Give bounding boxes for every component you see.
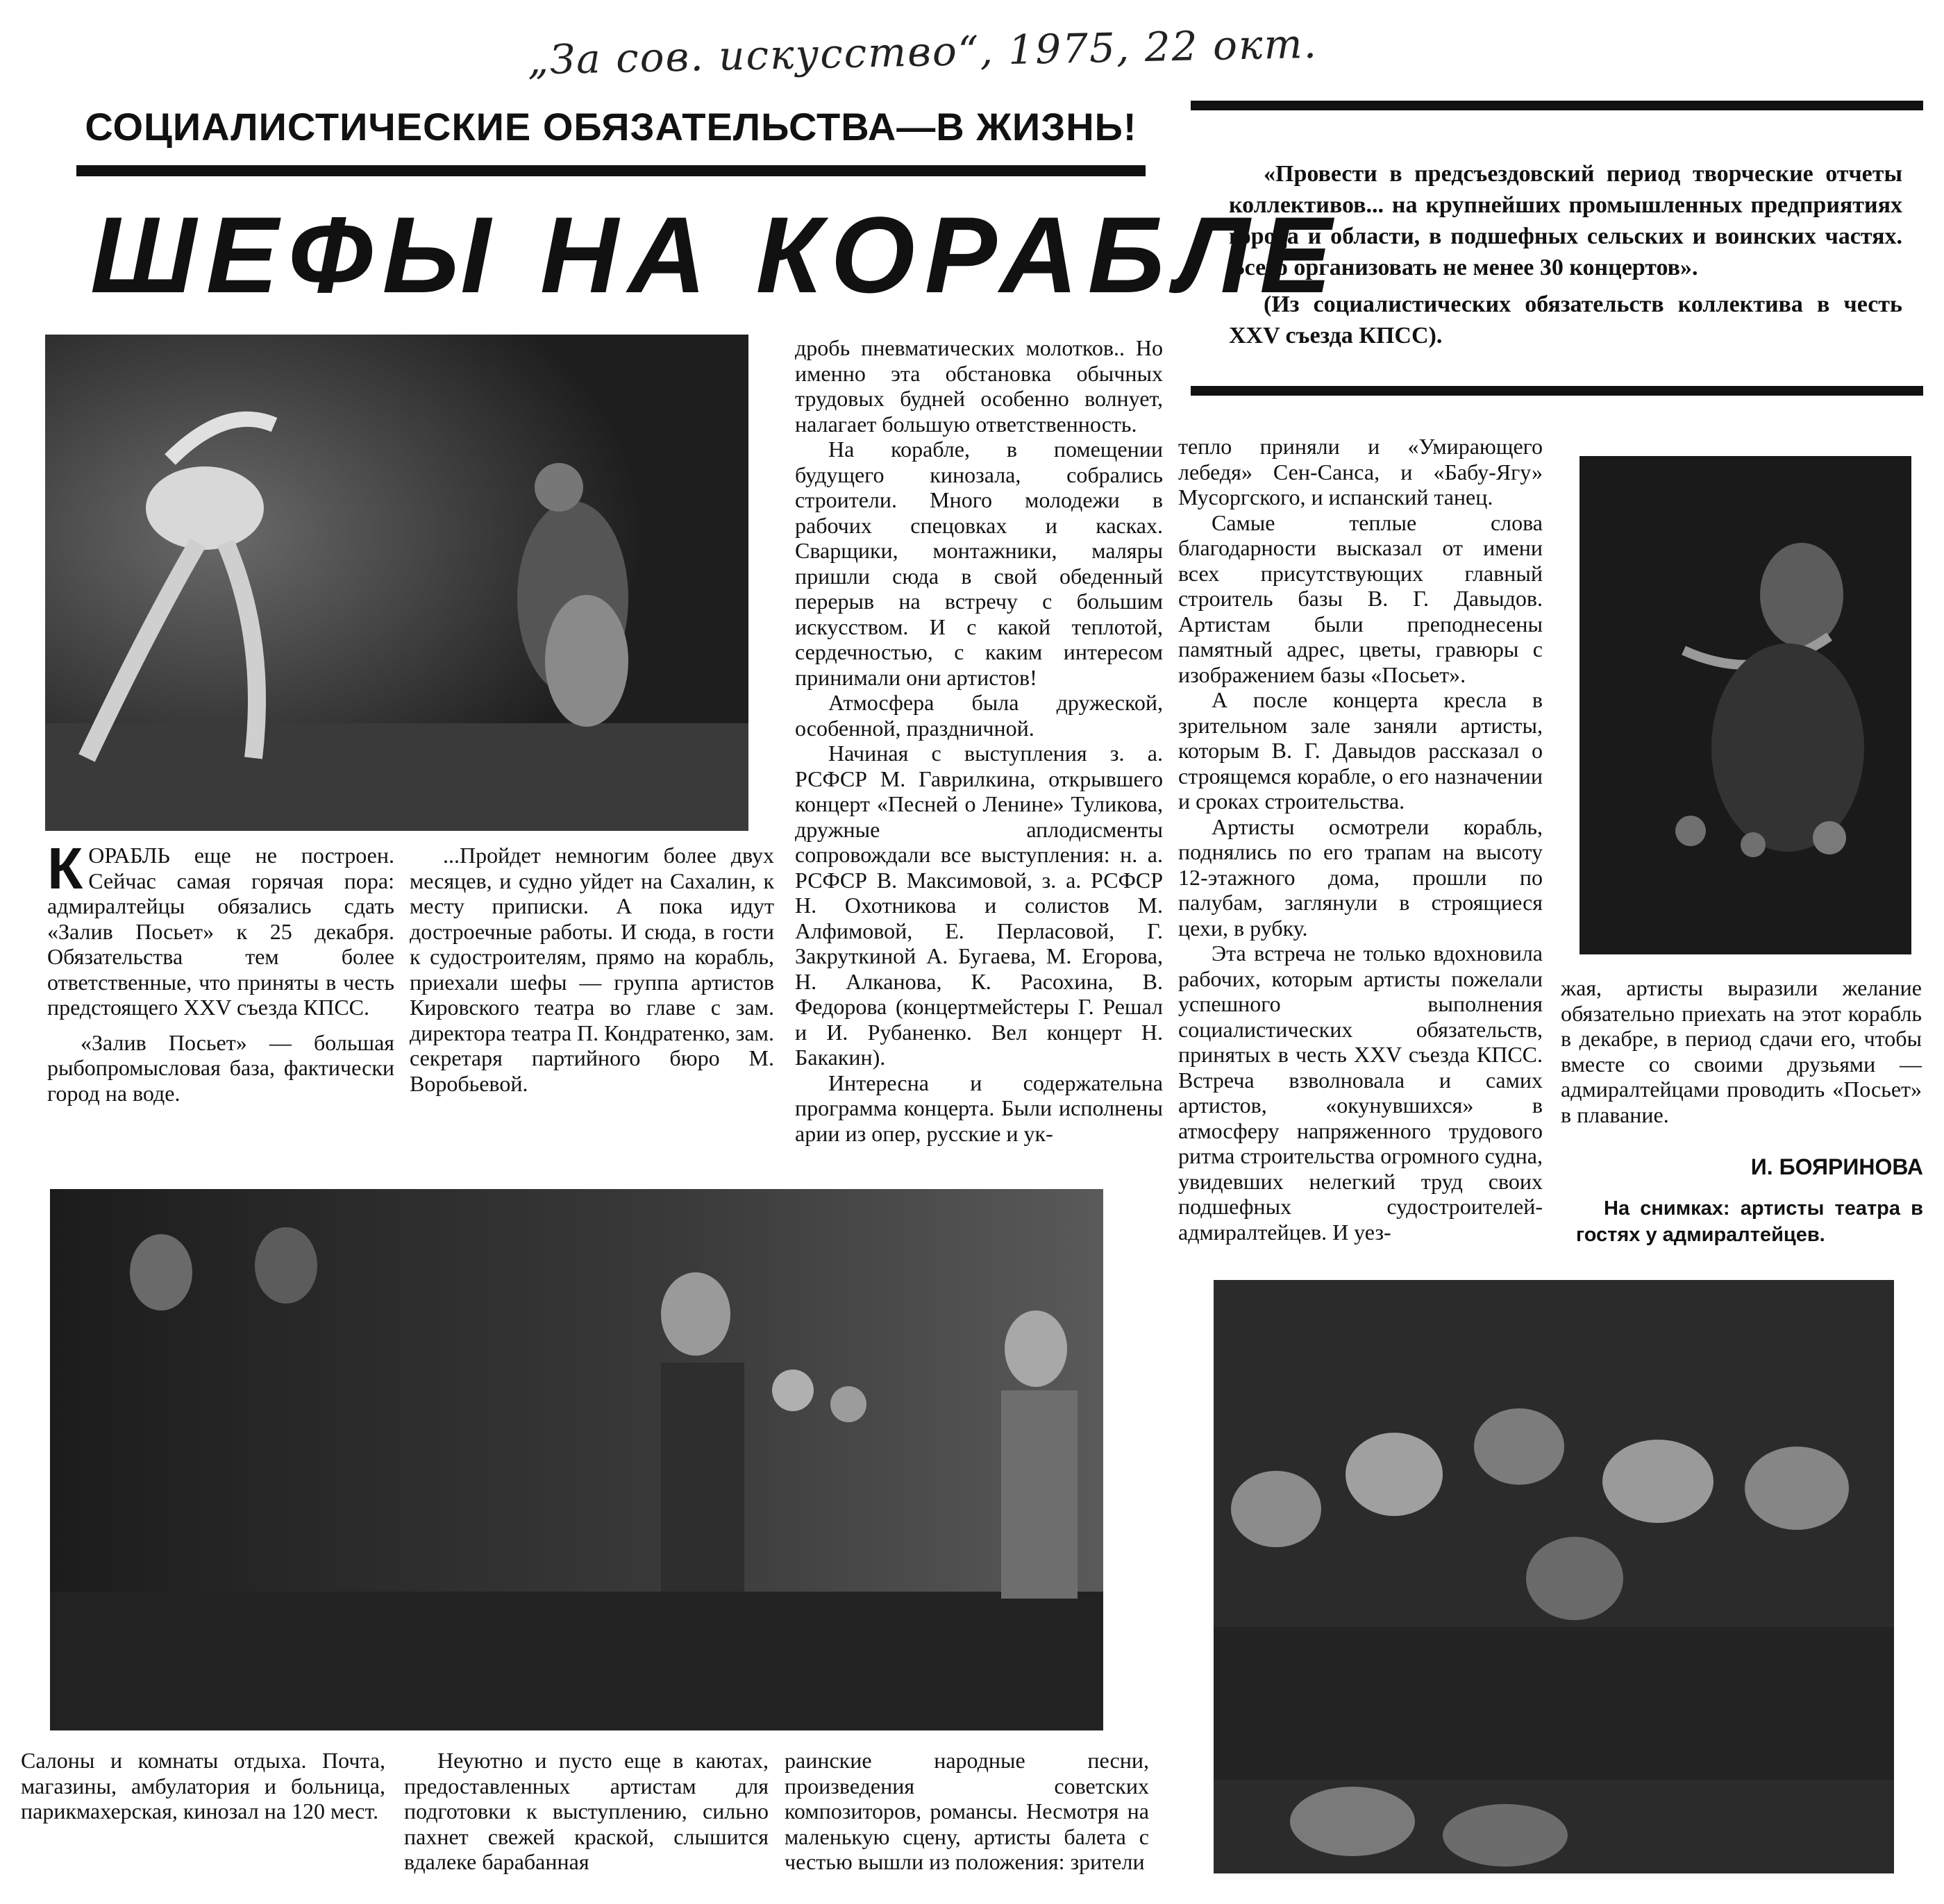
paragraph: Атмосфера была дружеской, особенной, праздничной. <box>795 690 1163 741</box>
paragraph: Артисты осмотрели корабль, поднялись по его трапам на высоту 12-этажного дома, прошли по палубам, заглянули в строящиеся цехи, в рубку. <box>1178 814 1543 941</box>
rubric-divider <box>76 165 1146 176</box>
paragraph: дробь пневматических молотков.. Но именно эта обстановка обычных трудовых будней особенно волнует, налагает большую ответственность. <box>795 335 1163 437</box>
epigraph-text: «Провести в предсъездовский период творческие отчеты коллективов... на крупнейших промышленных предприятиях города и области, в подшефных сельских и воинских частях. Всего организовать не менее 30 концертов». <box>1229 161 1902 280</box>
rubric-heading: СОЦИАЛИСТИЧЕСКИЕ ОБЯЗАТЕЛЬСТВА—В ЖИЗНЬ! <box>85 105 1137 149</box>
paragraph: А после концерта кресла в зрительном зале заняли артисты, которым В. Г. Давыдов рассказал о строящемся корабле, о его назначении и сроках строительства. <box>1178 687 1543 814</box>
paragraph: ...Пройдет немногим более двух месяцев, и судно уйдет на Сахалин, к месту приписки. А пока идут достроечные работы. И сюда, в гости к судостроителям, прямо на корабль, приехали шефы — группа артистов Кировского театра во главе с зам. директора театра П. Кондратенко, зам. секретаря партийного бюро М. Воробьевой. <box>410 843 774 1096</box>
paragraph: Самые теплые слова благодарности высказал от имени всех присутствующих главный строитель базы В. Г. Давыдов. Артистам были преподнесены памятный адрес, цветы, гравюры с изображением базы «Посьет». <box>1178 509 1543 687</box>
lead-text: ОРАБЛЬ еще не построен. Сейчас самая горячая пора: адмиралтейцы обязались сдать «Залив Посьет» к 25 декабря. Обязательства тем более ответственные, что приняты в честь предстоящего XXV съезда КПСС. <box>47 843 394 1020</box>
article-bottom-column-3 <box>785 1748 1149 1875</box>
paragraph: «Залив Посьет» — большая рыбопромысловая база, фактически город на воде. <box>47 1029 394 1106</box>
paragraph: тепло приняли и «Умирающего лебедя» Сен-Санса, и «Бабу-Ягу» Мусоргского, и испанский танец. <box>1178 434 1543 509</box>
article-column-5 <box>1561 975 1922 1127</box>
article-bottom-column-1 <box>21 1748 385 1824</box>
epigraph-top-rule <box>1191 101 1923 110</box>
article-column-2 <box>410 843 774 1096</box>
article-column-1 <box>47 836 394 1106</box>
paragraph: На корабле, в помещении будущего кинозала, собрались строители. Много молодежи в рабочих спецовках и касках. Сварщики, монтажники, маляры пришли сюда в свой обеденный перерыв на встречу с большим искусством. И с какой теплотой, сердечностью, с каким интересом принимали они артистов! <box>795 437 1163 690</box>
ballet-performance-photo <box>45 335 748 831</box>
photo-caption: На снимках: артисты театра в гостях у адмиралтейцев. <box>1576 1197 1923 1246</box>
article-headline: ШЕФЫ НА КОРАБЛЕ <box>90 195 1342 316</box>
singer-photo <box>1580 456 1911 954</box>
paragraph: жая, артисты выразили желание обязательно приехать на этот корабль в декабре, в период сдачи его, чтобы вместе со своими друзьями — адмиралтейцами проводить «Посьет» в плавание. <box>1561 975 1922 1127</box>
article-column-4 <box>1178 434 1543 1245</box>
article-bottom-column-2 <box>404 1748 769 1875</box>
audience-photo <box>1214 1280 1894 1873</box>
epigraph-source: (Из социалистических обязательств коллектива в честь XXV съезда КПСС). <box>1229 292 1902 348</box>
handwritten-source-note: „За сов. искусство“, 1975, 22 окт. <box>527 19 1318 84</box>
author-byline: И. БОЯРИНОВА <box>1750 1154 1923 1179</box>
paragraph: Эта встреча не только вдохновила рабочих, которым артисты пожелали успешного выполнения социалистических обязательств, принятых в честь XXV съезда КПСС. Встреча взволновала и самих артистов, «окунувшихся» в атмосферу напряженного трудового ритма строительства огромного судна, увидевших нелегкий труд своих подшефных судостроителей-адмиралтейцев. И уез- <box>1178 941 1543 1245</box>
lead-paragraph <box>47 836 394 1020</box>
epigraph-bottom-rule <box>1191 386 1923 396</box>
paragraph: Начиная с выступления з. а. РСФСР М. Гаврилкина, открывшего концерт «Песней о Ленине» Туликова, дружные аплодисменты сопровождали все выступления: н. а. РСФСР В. Максимовой, з. а. РСФСР Н. Охотникова и солистов М. Алфимовой, Е. Перласовой, Г. Закруткиной А. Бугаева, М. Егорова, Н. Алканова, К. Расохина, В. Федорова (концертмейстеры Г. Решал и И. Рубаненко. Вел концерт Н. Бакакин). <box>795 741 1163 1070</box>
drop-cap: К <box>47 836 83 901</box>
paragraph: Интересна и содержательна программа концерта. Были исполнены арии из опер, русские и ук- <box>795 1070 1163 1146</box>
artists-group-photo <box>50 1189 1103 1730</box>
paragraph: Салоны и комнаты отдыха. Почта, магазины, амбулатория и больница, парикмахерская, кинозал на 120 мест. <box>21 1748 385 1823</box>
paragraph: Неуютно и пусто еще в каютах, предоставленных артистам для подготовки к выступлению, сильно пахнет свежей краской, слышится вдалеке барабанная <box>404 1748 769 1874</box>
paragraph: раинские народные песни, произведения советских композиторов, романсы. Несмотря на маленькую сцену, артисты балета с честью вышли из положения: зрители <box>785 1748 1149 1874</box>
article-column-3 <box>795 335 1163 1146</box>
epigraph <box>1229 158 1902 351</box>
